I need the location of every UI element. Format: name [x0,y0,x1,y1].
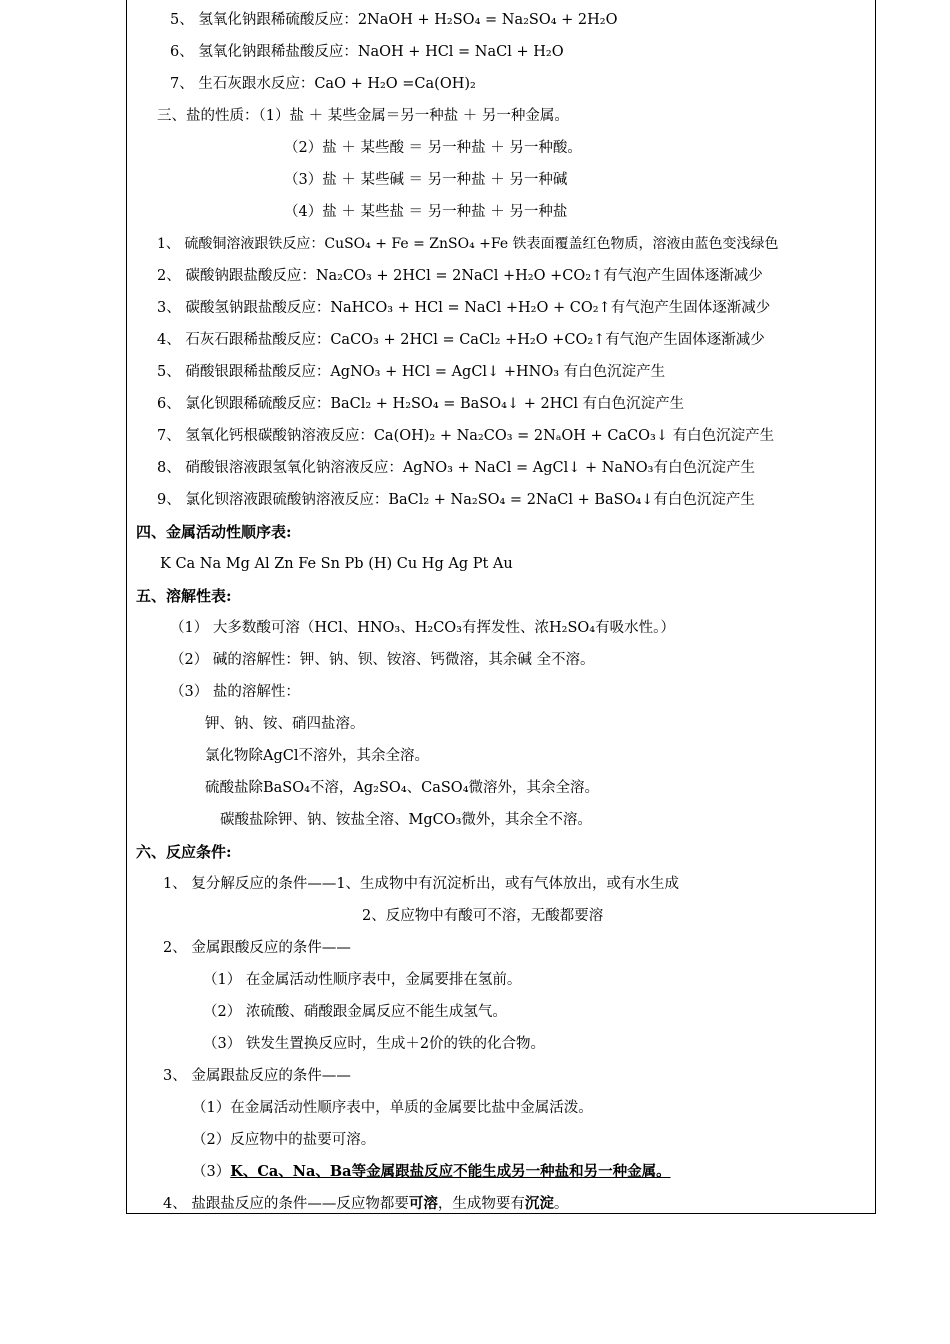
text-line: 2、 碳酸钠跟盐酸反应：Na₂CO₃ + 2HCl = 2NaCl +H₂O +CO₂↑有气泡产生固体逐渐减少 [157,268,763,284]
text-line: 5、 氢氧化钠跟稀硫酸反应：2NaOH + H₂SO₄ = Na₂SO₄ + 2H₂O [170,12,618,28]
bold-text: 沉淀 [524,1195,554,1212]
text-line: 9、 氯化钡溶液跟硫酸钠溶液反应：BaCl₂ + Na₂SO₄ = 2NaCl + BaSO₄↓有白色沉淀产生 [157,492,755,508]
text-line: 碳酸盐除钾、钠、铵盐全溶、MgCO₃微外，其余全不溶。 [220,812,592,828]
text-line: 5、 硝酸银跟稀盐酸反应：AgNO₃ + HCl = AgCl↓ +HNO₃ 有白色沉淀产生 [157,364,666,380]
text-line: 2、 金属跟酸反应的条件—— [163,940,351,956]
text-line: 1、 复分解反应的条件——1、生成物中有沉淀析出，或有气体放出，或有水生成 [163,876,680,892]
text-segment: 。 [553,1196,569,1212]
text-line [192,1163,671,1181]
text-line: K Ca Na Mg Al Zn Fe Sn Pb (H) Cu Hg Ag Pt Au [160,556,513,572]
section-heading: 四、金属活动性顺序表: [136,523,292,541]
text-line: （1） 大多数酸可溶（HCl、HNO₃、H₂CO₃有挥发性、浓H₂SO₄有吸水性。） [170,620,675,636]
text-segment: ，生成物要有 [437,1196,525,1212]
text-segment: 4、 盐跟盐反应的条件——反应物都要 [163,1196,409,1212]
section-heading: 六、反应条件: [136,843,232,861]
text-line: （1）在金属活动性顺序表中，单质的金属要比盐中金属活泼。 [192,1100,593,1116]
text-line: 3、 碳酸氢钠跟盐酸反应：NaHCO₃ + HCl = NaCl +H₂O + CO₂↑有气泡产生固体逐渐减少 [157,300,771,316]
text-line: （4）盐 ＋ 某些盐 ＝ 另一种盐 ＋ 另一种盐 [284,204,568,220]
text-line: （2） 浓硫酸、硝酸跟金属反应不能生成氢气。 [203,1004,507,1020]
text-line: 7、 氢氧化钙根碳酸钠溶液反应：Ca(OH)₂ + Na₂CO₃ = 2NₐOH + CaCO₃↓ 有白色沉淀产生 [157,428,775,444]
text-line [163,1195,568,1213]
text-line: 6、 氯化钡跟稀硫酸反应：BaCl₂ + H₂SO₄ = BaSO₄↓ + 2HCl 有白色沉淀产生 [157,396,685,412]
text-line: （2）盐 ＋ 某些酸 ＝ 另一种盐 ＋ 另一种酸。 [284,140,582,156]
text-line: 8、 硝酸银溶液跟氢氧化钠溶液反应：AgNO₃ + NaCl = AgCl↓ + NaNO₃有白色沉淀产生 [157,460,755,476]
text-line: 6、 氢氧化钠跟稀盐酸反应：NaOH + HCl = NaCl + H₂O [170,44,564,60]
bold-underlined-text: K、Ca、Na、Ba等金属跟盐反应不能生成另一种盐和另一种金属。 [230,1163,671,1180]
text-line: 硫酸盐除BaSO₄不溶，Ag₂SO₄、CaSO₄微溶外，其余全溶。 [205,780,600,796]
text-line: 1、 硫酸铜溶液跟铁反应：CuSO₄ + Fe = ZnSO₄ +Fe 铁表面覆盖红色物质，溶液由蓝色变浅绿色 [157,236,779,252]
text-line: 氯化物除AgCl不溶外，其余全溶。 [205,748,429,764]
text-line: 7、 生石灰跟水反应：CaO + H₂O =Ca(OH)₂ [170,76,476,92]
text-line: （1） 在金属活动性顺序表中，金属要排在氢前。 [203,972,522,988]
text-line: 3、 金属跟盐反应的条件—— [163,1068,351,1084]
text-line: （2） 碱的溶解性：钾、钠、钡、铵溶、钙微溶，其余碱 全不溶。 [170,652,595,668]
text-line: （3） 盐的溶解性： [170,684,300,700]
text-line: （3） 铁发生置换反应时，生成＋2价的铁的化合物。 [203,1036,546,1052]
section-heading: 五、溶解性表: [136,587,232,605]
text-line: 三、盐的性质：（1）盐 ＋ 某些金属＝另一种盐 ＋ 另一种金属。 [157,108,569,124]
text-line: 4、 石灰石跟稀盐酸反应：CaCO₃ + 2HCl = CaCl₂ +H₂O +CO₂↑有气泡产生固体逐渐减少 [157,332,765,348]
text-line: 2、反应物中有酸可不溶，无酸都要溶 [362,908,604,924]
text-line: （2）反应物中的盐要可溶。 [192,1132,376,1148]
text-segment: （3） [192,1164,231,1180]
bold-text: 可溶 [408,1195,438,1212]
text-line: （3）盐 ＋ 某些碱 ＝ 另一种盐 ＋ 另一种碱 [284,172,568,188]
text-line: 钾、钠、铵、硝四盐溶。 [205,716,365,732]
